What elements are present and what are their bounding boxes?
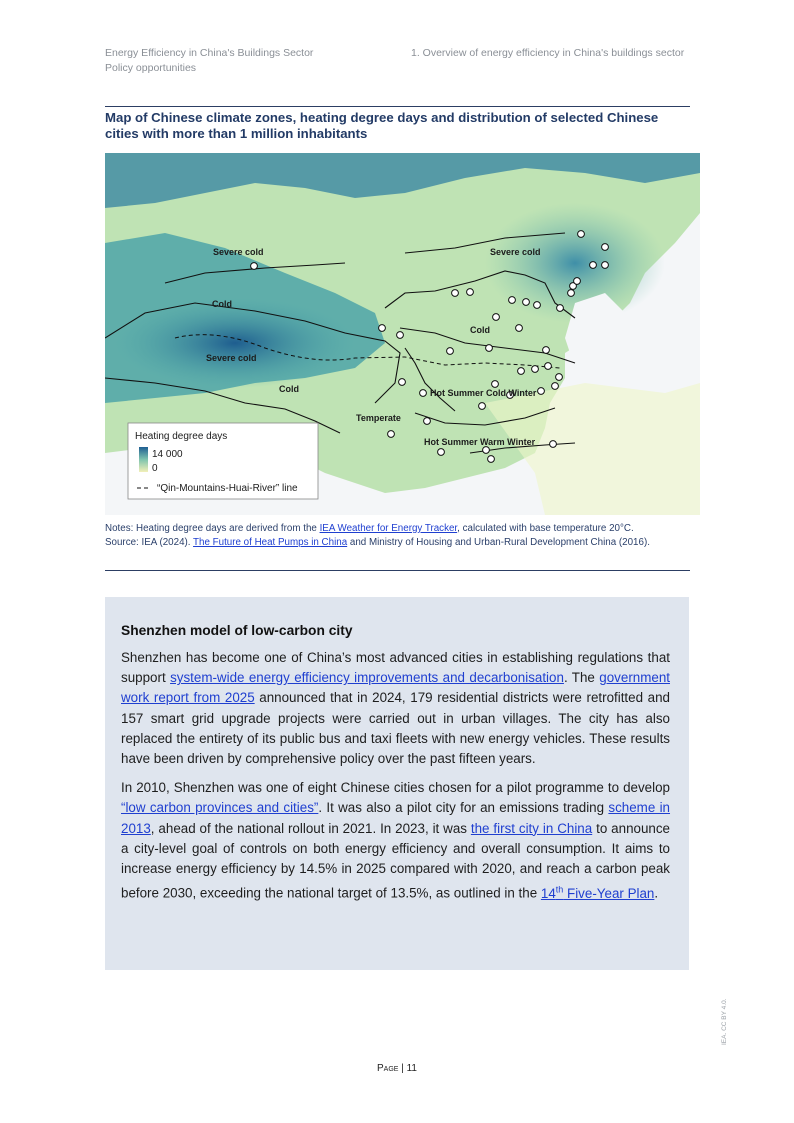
source-text: and Ministry of Housing and Urban-Rural Development China (2016). bbox=[347, 536, 650, 548]
paragraph-text: In 2010, Shenzhen was one of eight Chinese cities chosen for a pilot programme to develop bbox=[121, 780, 670, 796]
header-document-title: Energy Efficiency in China's Buildings Sector bbox=[105, 47, 314, 59]
license-tag: IEA. CC BY 4.0. bbox=[721, 998, 728, 1045]
paragraph-text: , ahead of the national rollout in 2021. In 2023, it was bbox=[150, 820, 471, 836]
climate-zone-map bbox=[105, 153, 700, 515]
figure-notes bbox=[105, 522, 695, 549]
heat-pumps-report-link[interactable]: The Future of Heat Pumps in China bbox=[193, 536, 348, 548]
notes-line bbox=[105, 522, 695, 536]
label-hot-summer-warm-winter: Hot Summer Warm Winter bbox=[424, 437, 536, 447]
label-severe-cold-northeast: Severe cold bbox=[490, 247, 541, 257]
paragraph-text: Shenzhen has become one of China’s most advanced cities in establishing regulations that support bbox=[121, 650, 670, 686]
low-carbon-cities-link[interactable]: “low carbon provinces and cities” bbox=[121, 800, 319, 816]
five-year-plan-link[interactable] bbox=[541, 886, 654, 901]
figure-top-rule bbox=[105, 106, 690, 107]
page-footer bbox=[0, 1063, 794, 1074]
plan-number: 14 bbox=[540, 885, 556, 901]
legend-min-value: 0 bbox=[152, 463, 158, 474]
map-legend bbox=[128, 423, 318, 499]
header-document-subtitle: Policy opportunities bbox=[105, 62, 197, 74]
page-number: 11 bbox=[406, 1063, 417, 1074]
weather-tracker-link[interactable]: IEA Weather for Energy Tracker bbox=[319, 523, 458, 534]
figure-bottom-rule bbox=[105, 570, 690, 571]
paragraph-text: . bbox=[654, 885, 659, 901]
paragraph-text: to announce a city-level goal of controls on both energy efficiency and overall consumption. It aims to increase energy efficiency by 14.5% in 2025 compared with 2020, and reach a carbon peak before 2030, exceeding the national target of 13.5%, as outlined in the bbox=[121, 820, 671, 901]
notes-text: , calculated with base temperature 20°C. bbox=[457, 523, 634, 534]
header-chapter-title: 1. Overview of energy efficiency in China's buildings sector bbox=[411, 47, 685, 59]
legend-line-label: “Qin-Mountains-Huai-River” line bbox=[157, 483, 298, 494]
source-text: Source: IEA (2024). bbox=[105, 536, 194, 548]
box-paragraph-2 bbox=[121, 778, 670, 904]
label-temperate: Temperate bbox=[356, 413, 401, 423]
label-hot-summer-cold-winter: Hot Summer Cold Winter bbox=[430, 388, 537, 398]
paragraph-text: . It was also a pilot city for an emissions trading bbox=[318, 800, 609, 816]
plan-name: Five-Year Plan bbox=[563, 885, 655, 901]
label-severe-cold-west: Severe cold bbox=[213, 247, 264, 257]
source-line bbox=[105, 536, 695, 550]
label-cold-north: Cold bbox=[212, 299, 232, 309]
plan-ordinal: th bbox=[555, 884, 564, 895]
box-title: Shenzhen model of low-carbon city bbox=[121, 623, 353, 638]
energy-efficiency-link[interactable]: system-wide energy efficiency improvements and decarbonisation bbox=[170, 670, 564, 686]
paragraph-text: . The bbox=[563, 670, 600, 686]
running-header-left bbox=[105, 46, 313, 76]
legend-color-ramp bbox=[139, 447, 148, 472]
legend-max-value: 14 000 bbox=[152, 449, 183, 460]
case-study-box bbox=[105, 597, 689, 970]
label-cold-central: Cold bbox=[470, 325, 490, 335]
ets-scheme-link[interactable]: scheme in 2013 bbox=[121, 800, 671, 836]
figure-title: Map of Chinese climate zones, heating degree days and distribution of selected Chinese cities with more than 1 million inhabitants bbox=[105, 110, 659, 141]
legend-title: Heating degree days bbox=[135, 431, 228, 442]
page-separator: | bbox=[398, 1063, 407, 1074]
label-severe-cold-tibet: Severe cold bbox=[206, 353, 257, 363]
first-city-link[interactable]: the first city in China bbox=[470, 820, 593, 836]
box-paragraph-1 bbox=[121, 648, 670, 769]
notes-text: Notes: Heating degree days are derived from the bbox=[105, 523, 320, 534]
label-cold-tibet: Cold bbox=[279, 384, 299, 394]
government-report-link[interactable]: government work report from 2025 bbox=[121, 670, 670, 706]
page-label: Page bbox=[377, 1063, 399, 1074]
paragraph-text: announced that in 2024, 179 residential districts were retrofitted and 157 smart grid upgrade projects were carried out in urban villages. The city has also replaced the entirety of its public bus and taxi fleets with new energy vehicles. These results have been driven by comprehensive policy over the past fifteen years. bbox=[121, 690, 670, 767]
